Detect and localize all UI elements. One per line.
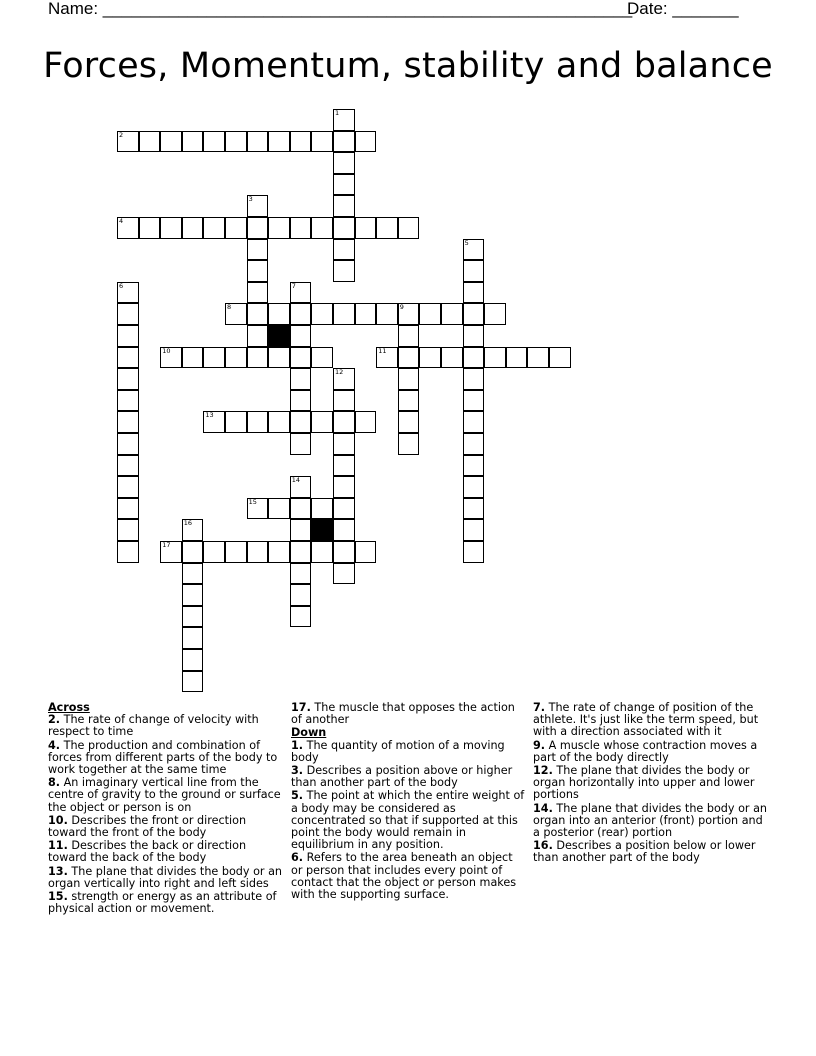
grid-cell[interactable] <box>247 541 269 563</box>
grid-cell[interactable] <box>290 433 312 455</box>
grid-cell[interactable] <box>290 131 312 153</box>
clue-column-2 <box>291 702 527 902</box>
across-clue: 15. strength or energy as an attribute of physical action or movement. <box>48 890 277 916</box>
grid-cell[interactable] <box>333 260 355 282</box>
clue-number: 10 <box>162 346 171 355</box>
across-heading: Across <box>48 701 90 714</box>
grid-cell[interactable] <box>117 498 139 520</box>
grid-cell[interactable] <box>290 584 312 606</box>
down-clue: 14. The plane that divides the body or an organ into an anterior (front) portion and a posterior (rear) portion <box>533 801 768 840</box>
grid-cell[interactable] <box>484 303 506 325</box>
grid-cell[interactable] <box>247 303 269 325</box>
clue-number: 14 <box>291 476 301 485</box>
clue-number: 1 <box>335 109 340 117</box>
grid-cell[interactable] <box>182 649 204 671</box>
grid-cell[interactable] <box>203 217 225 239</box>
across-clue: 10. Describes the front or direction toward the front of the body <box>48 813 247 840</box>
grid-cell[interactable] <box>182 606 204 628</box>
grid-cell[interactable] <box>333 239 355 261</box>
clue-number: 6 <box>119 281 124 290</box>
down-clue: 7. The rate of change of position of the athlete. It's just like the term speed, but with a direction associated with it <box>533 701 759 739</box>
grid-cell[interactable] <box>398 217 420 239</box>
grid-cell[interactable] <box>398 325 420 347</box>
grid-cell[interactable] <box>182 563 204 585</box>
grid-cell[interactable] <box>398 411 420 433</box>
grid-cell[interactable] <box>333 498 355 520</box>
grid-cell[interactable] <box>463 411 485 433</box>
clue-number: 2 <box>119 130 124 139</box>
grid-cell[interactable] <box>139 131 161 153</box>
grid-cell[interactable] <box>463 368 485 390</box>
grid-cell[interactable] <box>139 217 161 239</box>
grid-cell[interactable] <box>182 584 204 606</box>
clue-number: 7 <box>291 281 296 290</box>
grid-cell[interactable] <box>527 347 549 369</box>
down-clue: 6. Refers to the area beneath an object or person that includes every point of contact that the object or person makes with the supporting surface. <box>291 851 517 902</box>
grid-cell[interactable] <box>247 325 269 347</box>
grid-cell[interactable] <box>311 498 333 520</box>
grid-cell[interactable] <box>333 390 355 412</box>
grid-cell[interactable] <box>117 303 139 325</box>
clue-number: 11 <box>378 346 387 355</box>
grid-cell[interactable] <box>333 411 355 433</box>
grid-cell[interactable] <box>419 347 441 369</box>
grid-cell[interactable] <box>333 195 355 217</box>
clue-number: 3 <box>248 195 253 204</box>
clue-number: 9 <box>399 303 404 312</box>
grid-cell[interactable] <box>225 347 247 369</box>
grid-cell[interactable] <box>268 347 290 369</box>
clue-number: 5 <box>464 238 469 247</box>
grid-cell[interactable] <box>117 390 139 412</box>
grid-cell[interactable] <box>290 541 312 563</box>
grid-cell[interactable] <box>247 347 269 369</box>
grid-cell[interactable] <box>117 541 139 563</box>
grid-cell[interactable] <box>203 131 225 153</box>
grid-cell[interactable] <box>268 131 290 153</box>
grid-cell[interactable] <box>117 325 139 347</box>
grid-cell[interactable] <box>333 455 355 477</box>
grid-cell[interactable] <box>182 131 204 153</box>
grid-cell[interactable] <box>160 131 182 153</box>
down-clue: 5. The point at which the entire weight of a body may be considered as concentrated so that if supported at this point the body would remain in equilibrium in any position. <box>291 789 525 852</box>
grid-cell[interactable] <box>290 498 312 520</box>
grid-cell[interactable] <box>117 519 139 541</box>
grid-cell[interactable] <box>117 455 139 477</box>
down-clue: 1. The quantity of motion of a moving body <box>291 738 505 764</box>
grid-cell[interactable] <box>355 411 377 433</box>
grid-cell[interactable] <box>311 303 333 325</box>
clue-number: 13 <box>205 411 214 420</box>
grid-cell[interactable] <box>311 541 333 563</box>
grid-cell[interactable] <box>311 347 333 369</box>
down-clue: 16. Describes a position below or lower than another part of the body <box>533 839 756 865</box>
grid-cell[interactable] <box>333 541 355 563</box>
grid-cell[interactable] <box>247 282 269 304</box>
grid-cell[interactable] <box>333 563 355 585</box>
grid-cell[interactable] <box>290 390 312 412</box>
grid-cell[interactable] <box>463 498 485 520</box>
grid-cell[interactable] <box>290 411 312 433</box>
across-clue: 2. The rate of change of velocity with respect to time <box>48 713 259 739</box>
grid-cell[interactable] <box>506 347 528 369</box>
grid-cell[interactable] <box>333 433 355 455</box>
grid-cell[interactable] <box>463 260 485 282</box>
grid-cell[interactable] <box>376 303 398 325</box>
clue-number: 17 <box>162 541 171 549</box>
down-heading: Down <box>291 726 327 740</box>
grid-cell[interactable] <box>268 411 290 433</box>
grid-cell[interactable] <box>182 671 204 693</box>
grid-cell[interactable] <box>441 347 463 369</box>
clue-number: 16 <box>183 519 193 528</box>
grid-cell[interactable] <box>182 541 204 563</box>
grid-cell[interactable] <box>290 368 312 390</box>
grid-cell[interactable] <box>268 541 290 563</box>
grid-cell[interactable] <box>311 411 333 433</box>
grid-cell[interactable] <box>117 368 139 390</box>
clue-number: 8 <box>227 303 232 312</box>
black-cell <box>268 325 290 347</box>
grid-cell[interactable] <box>311 217 333 239</box>
clue-column-1 <box>48 702 284 916</box>
grid-cell[interactable] <box>247 239 269 261</box>
grid-cell[interactable] <box>398 368 420 390</box>
grid-cell[interactable] <box>398 390 420 412</box>
grid-cell[interactable] <box>463 476 485 498</box>
grid-cell[interactable] <box>463 282 485 304</box>
clue-number: 12 <box>335 368 344 377</box>
grid-cell[interactable] <box>333 519 355 541</box>
grid-cell[interactable] <box>225 411 247 433</box>
grid-cell[interactable] <box>333 152 355 174</box>
across-clue: 8. An imaginary vertical line from the centre of gravity to the ground or surface the object or person is on <box>48 776 281 814</box>
grid-cell[interactable] <box>117 411 139 433</box>
grid-cell[interactable] <box>247 411 269 433</box>
page-title: Forces, Momentum, stability and balance <box>43 46 773 86</box>
grid-cell[interactable] <box>441 303 463 325</box>
grid-cell[interactable] <box>549 347 571 369</box>
grid-cell[interactable] <box>333 476 355 498</box>
grid-cell[interactable] <box>247 260 269 282</box>
grid-cell[interactable] <box>484 347 506 369</box>
down-clue: 12. The plane that divides the body or organ horizontally into upper and lower portions <box>533 764 755 802</box>
down-clue: 9. A muscle whose contraction moves a part of the body directly <box>533 738 758 764</box>
grid-cell[interactable] <box>160 217 182 239</box>
grid-cell[interactable] <box>203 347 225 369</box>
grid-cell[interactable] <box>398 347 420 369</box>
grid-cell[interactable] <box>117 433 139 455</box>
grid-cell[interactable] <box>311 131 333 153</box>
across-clue: 17. The muscle that opposes the action of another <box>291 701 515 727</box>
grid-cell[interactable] <box>117 347 139 369</box>
down-clue: 3. Describes a position above or higher than another part of the body <box>291 764 513 790</box>
clue-number: 4 <box>119 217 124 225</box>
grid-cell[interactable] <box>182 347 204 369</box>
grid-cell[interactable] <box>268 498 290 520</box>
grid-cell[interactable] <box>419 303 441 325</box>
grid-cell[interactable] <box>376 217 398 239</box>
across-clue: 13. The plane that divides the body or an organ vertically into right and left sides <box>48 864 283 890</box>
grid-cell[interactable] <box>290 347 312 369</box>
grid-cell[interactable] <box>290 563 312 585</box>
grid-cell[interactable] <box>290 325 312 347</box>
grid-cell[interactable] <box>355 131 377 153</box>
grid-cell[interactable] <box>268 217 290 239</box>
grid-cell[interactable] <box>290 519 312 541</box>
grid-cell[interactable] <box>355 303 377 325</box>
grid-cell[interactable] <box>463 325 485 347</box>
grid-cell[interactable] <box>268 303 290 325</box>
grid-cell[interactable] <box>182 627 204 649</box>
grid-cell[interactable] <box>225 217 247 239</box>
grid-cell[interactable] <box>463 455 485 477</box>
grid-cell[interactable] <box>225 131 247 153</box>
grid-cell[interactable] <box>290 303 312 325</box>
grid-cell[interactable] <box>355 217 377 239</box>
grid-cell[interactable] <box>333 174 355 196</box>
grid-cell[interactable] <box>463 433 485 455</box>
grid-cell[interactable] <box>463 303 485 325</box>
grid-cell[interactable] <box>225 541 247 563</box>
grid-cell[interactable] <box>333 217 355 239</box>
grid-cell[interactable] <box>203 541 225 563</box>
name-field-label[interactable]: Name: ________________________________________________________ <box>48 0 633 18</box>
grid-cell[interactable] <box>398 433 420 455</box>
grid-cell[interactable] <box>247 131 269 153</box>
clue-column-3 <box>533 702 769 866</box>
grid-cell[interactable] <box>463 347 485 369</box>
grid-cell[interactable] <box>290 217 312 239</box>
grid-cell[interactable] <box>247 217 269 239</box>
clue-number: 15 <box>248 497 257 506</box>
grid-cell[interactable] <box>463 519 485 541</box>
across-clue: 4. The production and combination of forces from different parts of the body to work together at the same time <box>48 738 278 777</box>
grid-cell[interactable] <box>117 476 139 498</box>
grid-cell[interactable] <box>182 217 204 239</box>
grid-cell[interactable] <box>355 541 377 563</box>
grid-cell[interactable] <box>463 390 485 412</box>
black-cell <box>311 519 333 541</box>
grid-cell[interactable] <box>333 131 355 153</box>
across-clue: 11. Describes the back or direction toward the back of the body <box>48 839 247 865</box>
grid-cell[interactable] <box>333 303 355 325</box>
date-field-label[interactable]: Date: _______ <box>627 0 739 18</box>
grid-cell[interactable] <box>463 541 485 563</box>
grid-cell[interactable] <box>290 606 312 628</box>
